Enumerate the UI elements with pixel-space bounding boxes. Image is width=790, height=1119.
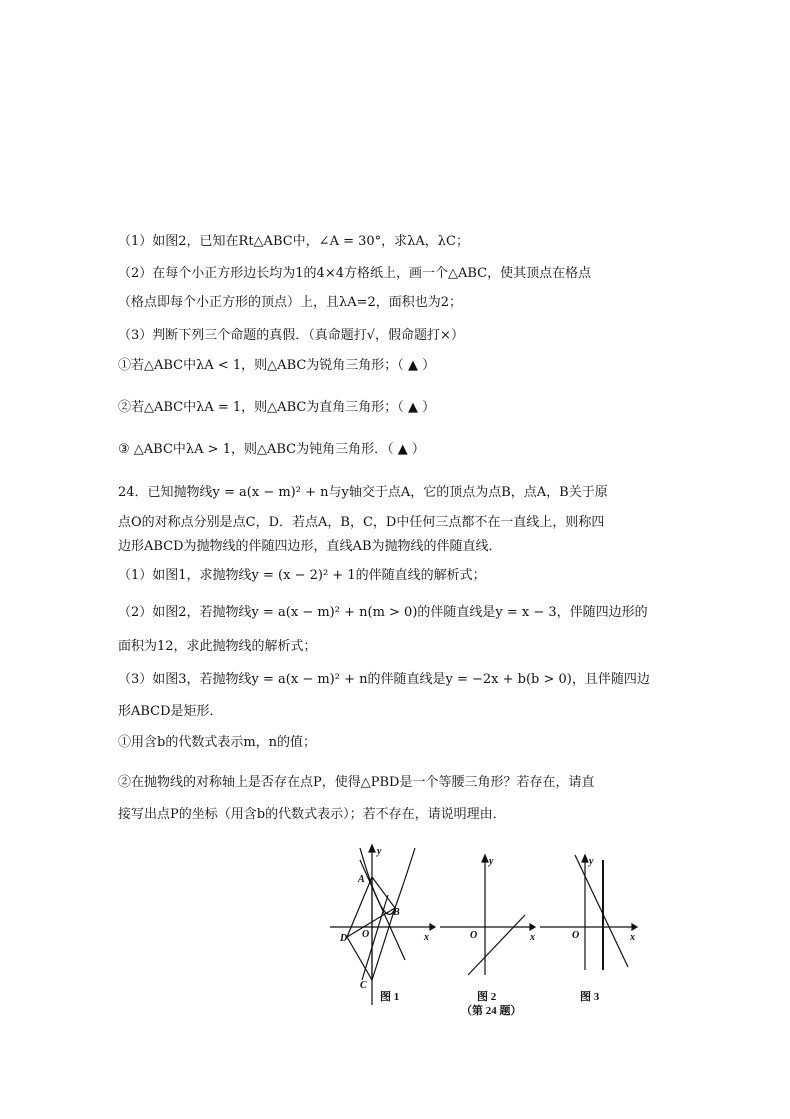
fig3-origin-label: O — [572, 930, 580, 941]
fig3-y-label: y — [589, 856, 594, 867]
q24-part1: （1）如图1，求抛物线y = (x − 2)² + 1的伴随直线的解析式； — [118, 568, 486, 583]
q24-sub2-line1: ②在抛物线的对称轴上是否存在点P，使得△PBD是一个等腰三角形？若存在，请直 — [118, 775, 595, 790]
fig1-quadrilateral-abcd — [347, 877, 395, 980]
q24-sub2-line2: 接写出点P的坐标（用含b的代数式表示）；若不存在，请说明理由． — [118, 807, 506, 822]
fig3-x-label: x — [630, 932, 635, 943]
fig1-point-c: C — [360, 980, 367, 991]
q23-prop2: ②若△ABC中λA = 1，则△ABC为直角三角形；（ ▲ ） — [118, 400, 436, 415]
q24-intro-line1: 24．已知抛物线y = a(x − m)² + n与y轴交于点A，它的顶点为点B，点A，B关于原 — [118, 485, 608, 500]
fig1-x-label: x — [424, 932, 429, 943]
fig1-label: 图 1 — [380, 991, 400, 1003]
fig2-x-arrow — [530, 924, 535, 930]
fig3-y-arrow — [582, 855, 588, 862]
fig3-x-arrow — [632, 924, 637, 930]
fig2-line — [468, 915, 525, 975]
q23-part2-line1: （2）在每个小正方形边长均为1的4×4方格纸上，画一个△ABC，使其顶点在格点 — [118, 266, 592, 281]
fig1-y-label: y — [377, 846, 382, 857]
fig2-label: 图 2 — [477, 991, 497, 1003]
q24-sub1: ①用含b的代数式表示m，n的值； — [118, 735, 317, 750]
fig1-point-b: B — [393, 907, 400, 918]
fig2-y-label: y — [489, 856, 494, 867]
fig1-origin-label: O — [362, 929, 370, 940]
q23-part2-line2: （格点即每个小正方形的顶点）上，且λA=2，面积也为2； — [118, 295, 463, 310]
figure-3 — [540, 855, 637, 970]
q24-intro-line2: 点O的对称点分别是点C，D．若点A，B，C，D中任何三点都不在一直线上，则称四 — [118, 515, 605, 530]
q24-part3-line2: 形ABCD是矩形． — [118, 704, 223, 719]
fig2-x-label: x — [530, 932, 535, 943]
fig1-y-arrow — [369, 845, 375, 852]
figure-2 — [440, 855, 535, 975]
fig3-line — [575, 855, 628, 967]
fig3-label: 图 3 — [580, 991, 600, 1003]
q23-part3: （3）判断下列三个命题的真假．（真命题打√，假命题打×） — [118, 328, 464, 343]
fig2-y-arrow — [482, 855, 488, 862]
figures-panel — [320, 840, 650, 1030]
q23-part1: （1）如图2，已知在Rt△ABC中，∠A = 30°，求λA，λC； — [118, 234, 469, 249]
q24-intro-line3: 边形ABCD为抛物线的伴随四边形，直线AB为抛物线的伴随直线． — [118, 539, 502, 554]
q24-part2-line2: 面积为12，求此抛物线的解析式； — [118, 639, 317, 654]
figure-1 — [330, 845, 435, 1005]
fig1-parabola — [360, 848, 415, 914]
q24-part3-line1: （3）如图3，若抛物线y = a(x − m)² + n的伴随直线是y = −2x + b(b > 0)，且伴随四边 — [118, 672, 650, 687]
figures-caption: （第 24 题） — [461, 1005, 522, 1017]
fig1-x-arrow — [430, 924, 435, 930]
fig2-origin-label: O — [470, 930, 478, 941]
fig1-point-d: D — [340, 933, 348, 944]
fig1-point-a: A — [358, 874, 365, 885]
q23-prop3: ③ △ABC中λA > 1，则△ABC为钝角三角形．（ ▲ ） — [118, 442, 425, 457]
q24-part2-line1: （2）如图2，若抛物线y = a(x − m)² + n(m > 0)的伴随直线是y = x − 3，伴随四边形的 — [118, 605, 648, 620]
q23-prop1: ①若△ABC中λA < 1，则△ABC为锐角三角形；（ ▲ ） — [118, 358, 436, 373]
